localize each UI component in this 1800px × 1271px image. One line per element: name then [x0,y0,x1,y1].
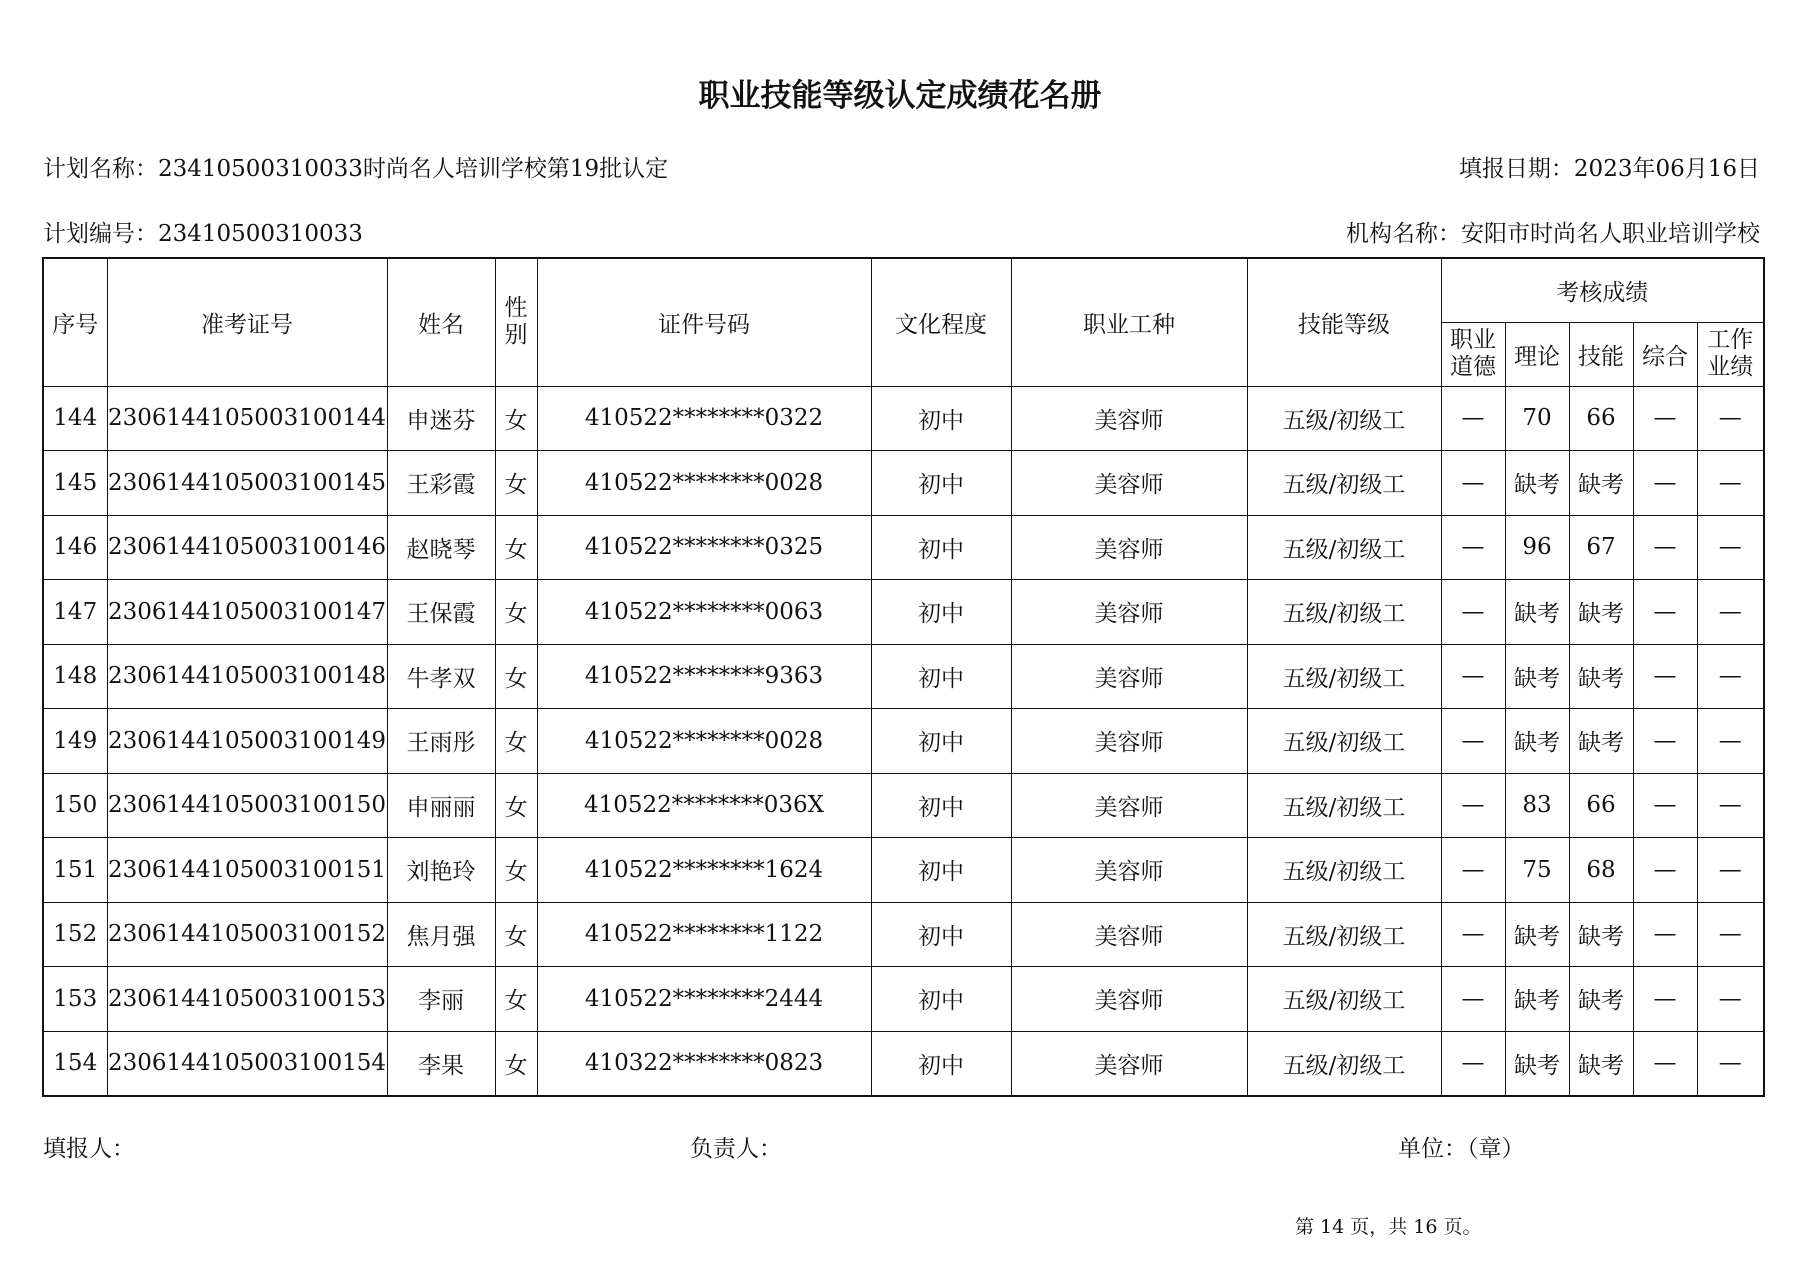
cell-name: 王彩霞 [387,451,495,516]
table-row [43,580,1764,645]
cell-skill: 缺考 [1569,580,1633,645]
cell-ethics: — [1441,902,1505,967]
score-roster-table [42,257,1765,1097]
cell-seq: 145 [43,451,107,516]
cell-overall: — [1633,644,1697,709]
cell-performance: — [1697,709,1764,774]
cell-overall: — [1633,515,1697,580]
cell-theory: 缺考 [1505,967,1569,1032]
cell-name: 申丽丽 [387,773,495,838]
cell-gender: 女 [495,386,537,451]
cell-ethics: — [1441,451,1505,516]
cell-skill: 缺考 [1569,902,1633,967]
cell-seq: 144 [43,386,107,451]
cell-gender: 女 [495,902,537,967]
cell-overall: — [1633,451,1697,516]
cell-occupation: 美容师 [1011,838,1247,903]
table-row [43,838,1764,903]
cell-theory: 缺考 [1505,709,1569,774]
cell-skill-level: 五级/初级工 [1247,451,1441,516]
cell-seq: 151 [43,838,107,903]
cell-skill-level: 五级/初级工 [1247,967,1441,1032]
cell-skill: 缺考 [1569,967,1633,1032]
cell-education: 初中 [871,902,1011,967]
cell-skill-level: 五级/初级工 [1247,773,1441,838]
cell-seq: 153 [43,967,107,1032]
cell-gender: 女 [495,773,537,838]
cell-overall: — [1633,1031,1697,1096]
cell-gender: 女 [495,967,537,1032]
cell-gender: 女 [495,709,537,774]
cell-theory: 缺考 [1505,1031,1569,1096]
cell-name: 李果 [387,1031,495,1096]
header-performance: 工作业绩 [1697,322,1764,386]
cell-gender: 女 [495,580,537,645]
header-theory: 理论 [1505,322,1569,386]
cell-performance: — [1697,451,1764,516]
cell-overall: — [1633,967,1697,1032]
cell-id-number: 410522********0322 [537,386,871,451]
table-row [43,386,1764,451]
cell-ticket: 2306144105003100153 [107,967,387,1032]
cell-performance: — [1697,773,1764,838]
cell-theory: 缺考 [1505,902,1569,967]
cell-name: 牛孝双 [387,644,495,709]
cell-theory: 缺考 [1505,644,1569,709]
cell-theory: 96 [1505,515,1569,580]
cell-ethics: — [1441,386,1505,451]
cell-id-number: 410522********1122 [537,902,871,967]
cell-education: 初中 [871,644,1011,709]
fill-date: 填报日期：2023年06月16日 [1458,156,1760,182]
header-name: 姓名 [387,258,495,386]
cell-skill: 缺考 [1569,644,1633,709]
cell-occupation: 美容师 [1011,644,1247,709]
cell-id-number: 410522********0325 [537,515,871,580]
cell-skill-level: 五级/初级工 [1247,838,1441,903]
cell-name: 刘艳玲 [387,838,495,903]
cell-id-number: 410522********0063 [537,580,871,645]
cell-skill: 67 [1569,515,1633,580]
cell-seq: 146 [43,515,107,580]
cell-gender: 女 [495,515,537,580]
cell-performance: — [1697,967,1764,1032]
cell-theory: 75 [1505,838,1569,903]
cell-skill: 缺考 [1569,451,1633,516]
cell-occupation: 美容师 [1011,902,1247,967]
header-seq: 序号 [43,258,107,386]
cell-id-number: 410522********1624 [537,838,871,903]
cell-seq: 152 [43,902,107,967]
cell-ticket: 2306144105003100150 [107,773,387,838]
cell-name: 申迷芬 [387,386,495,451]
cell-id-number: 410322********0823 [537,1031,871,1096]
cell-occupation: 美容师 [1011,773,1247,838]
plan-number: 计划编号：23410500310033 [43,221,363,247]
cell-occupation: 美容师 [1011,967,1247,1032]
document-title: 职业技能等级认定成绩花名册 [698,78,1102,114]
cell-overall: — [1633,838,1697,903]
cell-overall: — [1633,580,1697,645]
header-ticket: 准考证号 [107,258,387,386]
cell-id-number: 410522********9363 [537,644,871,709]
cell-seq: 148 [43,644,107,709]
cell-skill-level: 五级/初级工 [1247,515,1441,580]
table-row [43,451,1764,516]
table-row [43,1031,1764,1096]
cell-overall: — [1633,773,1697,838]
cell-gender: 女 [495,451,537,516]
cell-occupation: 美容师 [1011,515,1247,580]
header-ethics: 职业道德 [1441,322,1505,386]
cell-theory: 缺考 [1505,580,1569,645]
cell-theory: 70 [1505,386,1569,451]
cell-name: 焦月强 [387,902,495,967]
cell-education: 初中 [871,451,1011,516]
cell-skill-level: 五级/初级工 [1247,709,1441,774]
cell-ticket: 2306144105003100144 [107,386,387,451]
plan-name: 计划名称：23410500310033时尚名人培训学校第19批认定 [43,156,669,182]
cell-ticket: 2306144105003100148 [107,644,387,709]
cell-skill-level: 五级/初级工 [1247,580,1441,645]
table-row [43,515,1764,580]
cell-overall: — [1633,709,1697,774]
cell-seq: 154 [43,1031,107,1096]
cell-performance: — [1697,1031,1764,1096]
cell-skill: 66 [1569,386,1633,451]
footer-unit-seal: 单位：（章） [1398,1136,1525,1162]
cell-performance: — [1697,838,1764,903]
cell-education: 初中 [871,386,1011,451]
table-row [43,773,1764,838]
cell-skill: 缺考 [1569,709,1633,774]
header-skill: 技能 [1569,322,1633,386]
cell-name: 李丽 [387,967,495,1032]
cell-performance: — [1697,580,1764,645]
header-assessment-scores: 考核成绩 [1441,258,1764,322]
cell-ticket: 2306144105003100152 [107,902,387,967]
cell-id-number: 410522********2444 [537,967,871,1032]
cell-skill-level: 五级/初级工 [1247,386,1441,451]
cell-skill: 68 [1569,838,1633,903]
cell-ethics: — [1441,515,1505,580]
table-row [43,644,1764,709]
header-occupation: 职业工种 [1011,258,1247,386]
cell-name: 赵晓琴 [387,515,495,580]
cell-performance: — [1697,902,1764,967]
organization-name: 机构名称：安阳市时尚名人职业培训学校 [1346,221,1760,247]
cell-skill-level: 五级/初级工 [1247,1031,1441,1096]
cell-ethics: — [1441,838,1505,903]
cell-occupation: 美容师 [1011,1031,1247,1096]
cell-id-number: 410522********0028 [537,709,871,774]
cell-performance: — [1697,644,1764,709]
cell-skill: 66 [1569,773,1633,838]
cell-gender: 女 [495,644,537,709]
cell-overall: — [1633,386,1697,451]
cell-education: 初中 [871,838,1011,903]
cell-education: 初中 [871,967,1011,1032]
cell-skill-level: 五级/初级工 [1247,902,1441,967]
cell-ticket: 2306144105003100151 [107,838,387,903]
page-number: 第 14 页，共 16 页。 [1295,1216,1482,1238]
cell-overall: — [1633,902,1697,967]
footer-responsible: 负责人： [690,1136,782,1162]
cell-seq: 149 [43,709,107,774]
cell-id-number: 410522********0028 [537,451,871,516]
cell-ticket: 2306144105003100154 [107,1031,387,1096]
cell-education: 初中 [871,773,1011,838]
cell-ticket: 2306144105003100145 [107,451,387,516]
header-skill-level: 技能等级 [1247,258,1441,386]
cell-education: 初中 [871,709,1011,774]
cell-seq: 147 [43,580,107,645]
table-row [43,902,1764,967]
cell-theory: 缺考 [1505,451,1569,516]
cell-ticket: 2306144105003100146 [107,515,387,580]
cell-ticket: 2306144105003100147 [107,580,387,645]
cell-performance: — [1697,515,1764,580]
cell-id-number: 410522********036X [537,773,871,838]
cell-education: 初中 [871,1031,1011,1096]
cell-ethics: — [1441,967,1505,1032]
cell-occupation: 美容师 [1011,451,1247,516]
cell-skill-level: 五级/初级工 [1247,644,1441,709]
cell-gender: 女 [495,1031,537,1096]
cell-education: 初中 [871,580,1011,645]
table-row [43,967,1764,1032]
header-row [43,258,1764,322]
cell-ethics: — [1441,644,1505,709]
cell-ethics: — [1441,709,1505,774]
cell-seq: 150 [43,773,107,838]
cell-performance: — [1697,386,1764,451]
header-gender: 性别 [495,258,537,386]
cell-gender: 女 [495,838,537,903]
cell-ethics: — [1441,773,1505,838]
cell-occupation: 美容师 [1011,709,1247,774]
cell-name: 王保霞 [387,580,495,645]
cell-ethics: — [1441,580,1505,645]
header-overall: 综合 [1633,322,1697,386]
table-row [43,709,1764,774]
cell-occupation: 美容师 [1011,580,1247,645]
header-education: 文化程度 [871,258,1011,386]
cell-ethics: — [1441,1031,1505,1096]
cell-occupation: 美容师 [1011,386,1247,451]
cell-theory: 83 [1505,773,1569,838]
cell-skill: 缺考 [1569,1031,1633,1096]
header-id-number: 证件号码 [537,258,871,386]
cell-education: 初中 [871,515,1011,580]
cell-ticket: 2306144105003100149 [107,709,387,774]
cell-name: 王雨彤 [387,709,495,774]
footer-filler: 填报人： [43,1136,135,1162]
